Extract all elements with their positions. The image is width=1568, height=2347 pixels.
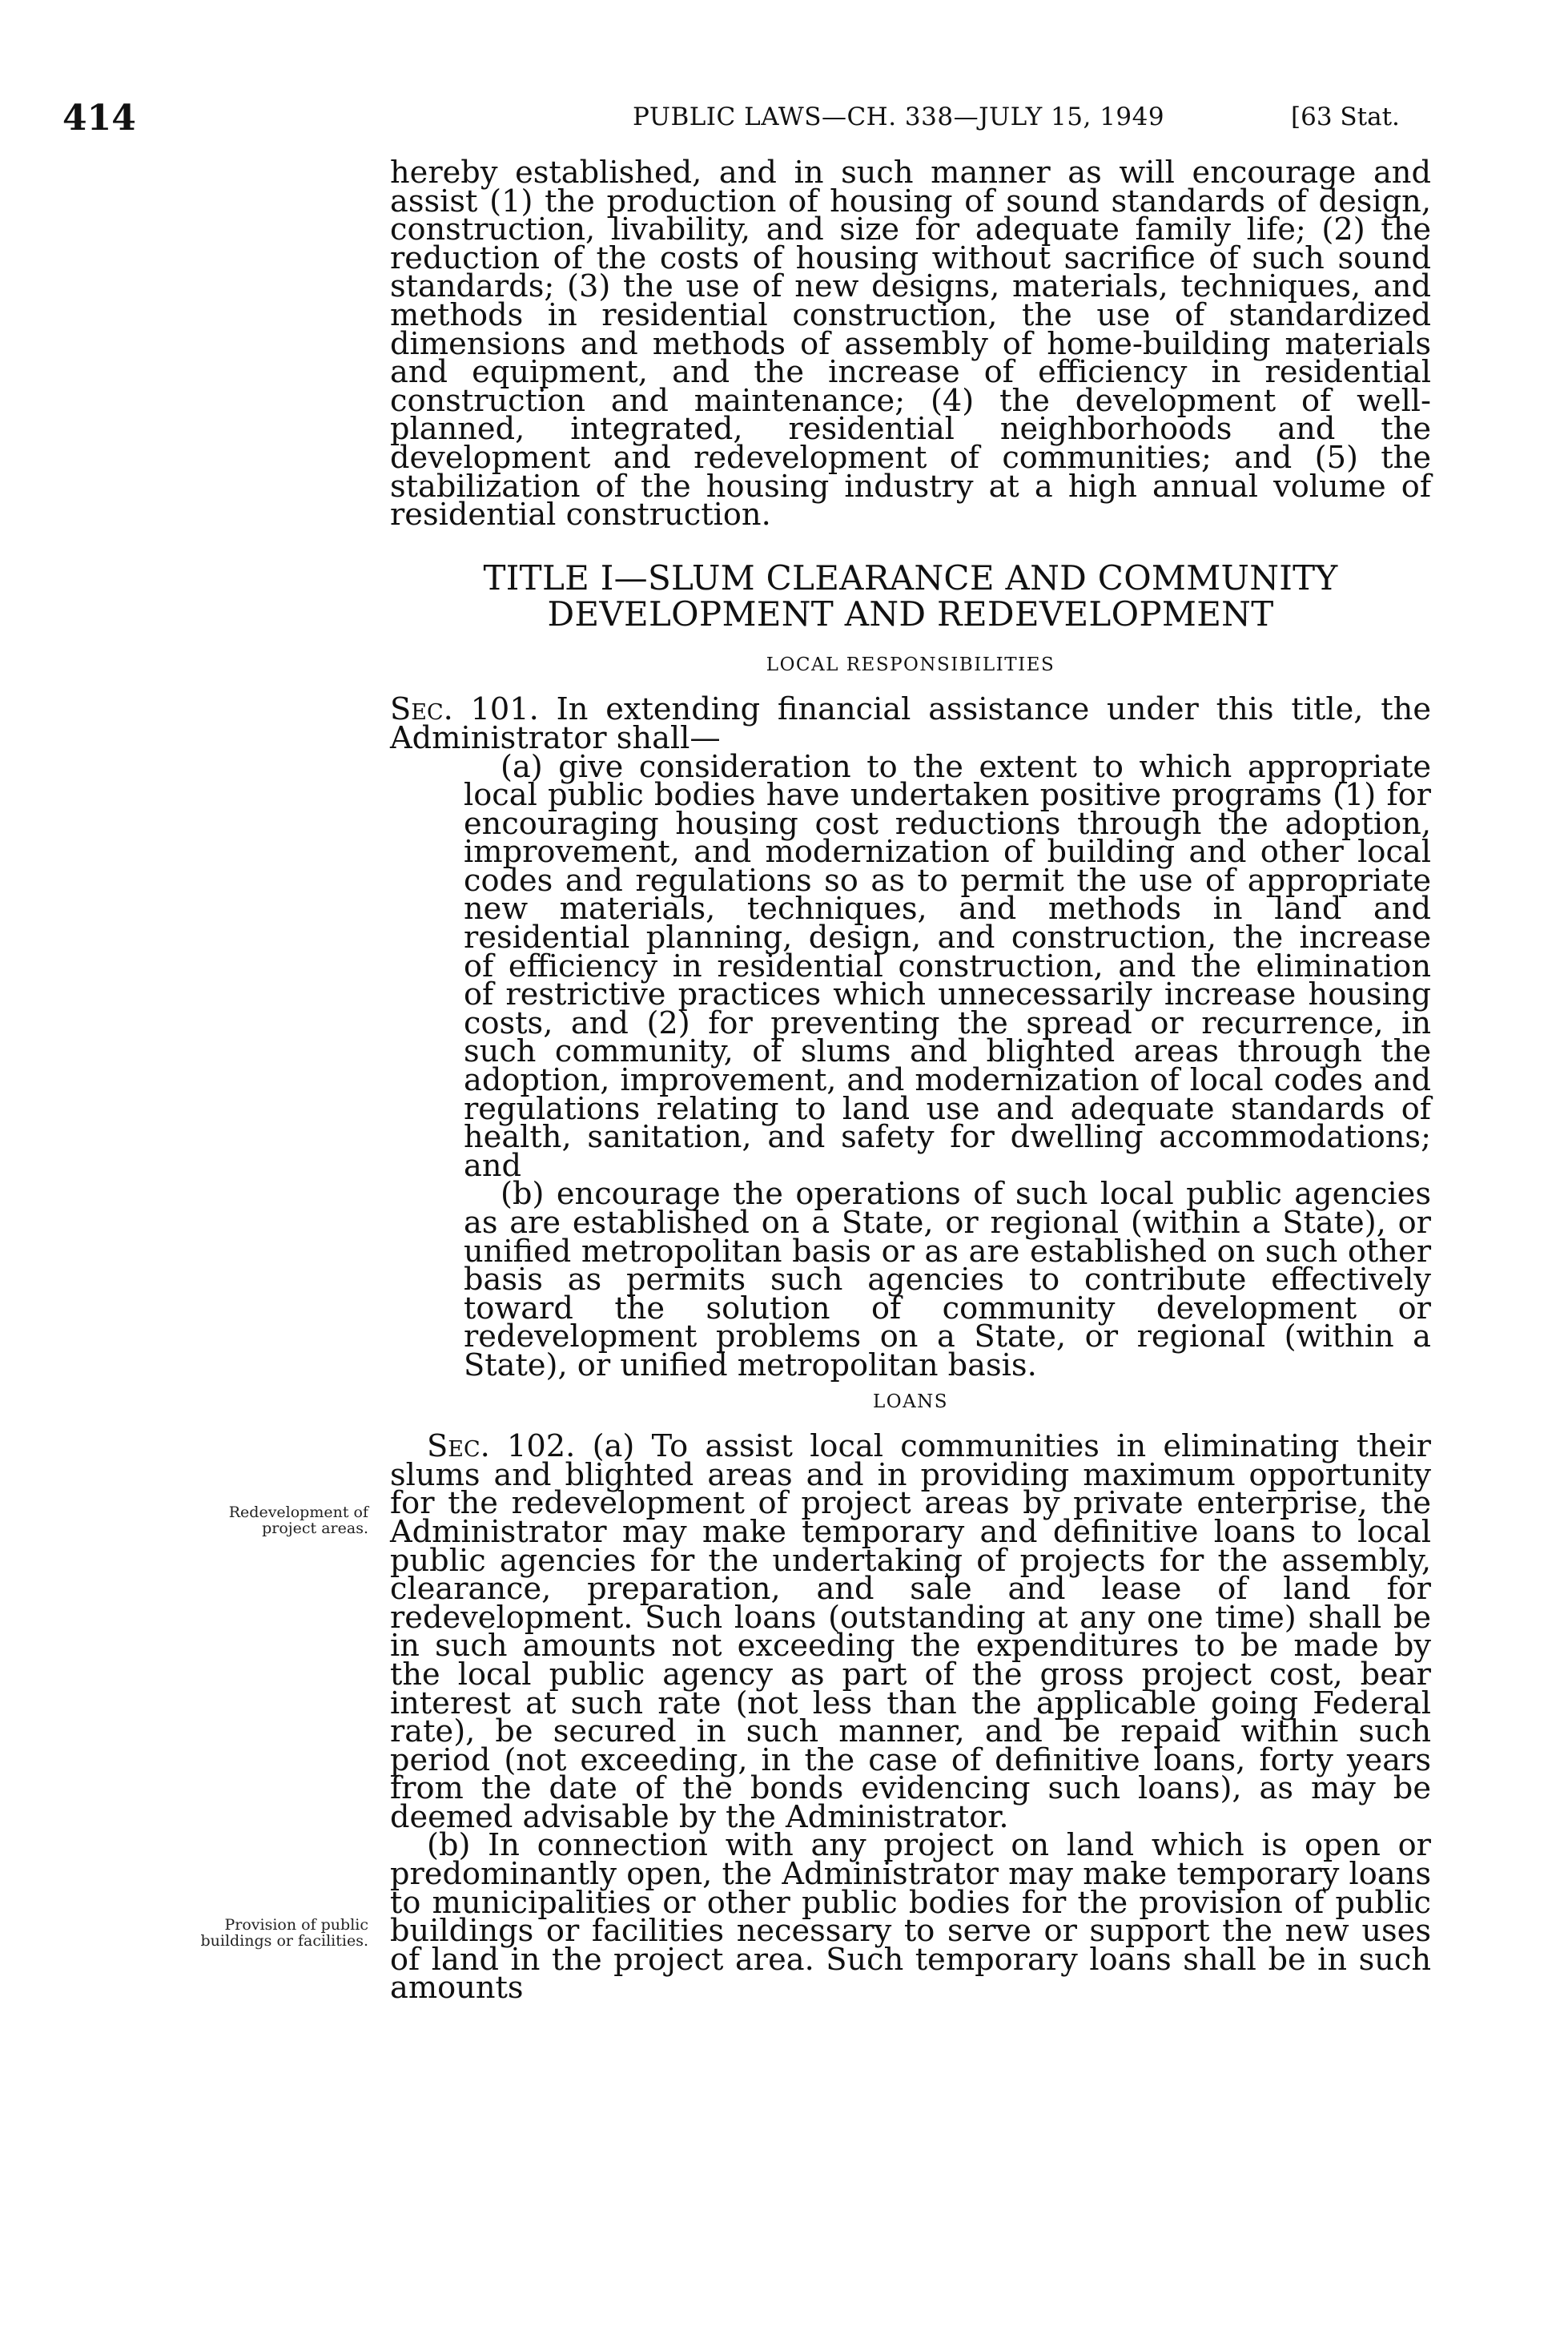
section-102-para-a-text: (a) To assist local communities in eliminating their slums and blighted areas and in providing maximum opportunity for the redevelopment of project areas by private enterprise, the Administrator may make temporary and definitive loans to local public agencies for the undertaking of projects for the assembly, clearance, preparation, and sale and lease of land for redevelopment. Such loans (outstanding at any one time) shall be in such amounts not exceeding the expenditures to be made by the local public agency as part of the gross project cost, bear interest at such rate (not less than the applicable going Federal rate), be secured in such manner, and be repaid within such period (not exceeding, in the case of definitive loans, forty years from the date of the bonds evidencing such loans), as may be deemed advisable by the Administrator. <box>390 1428 1431 1835</box>
section-101-intro-text: In extending financial assistance under this title, the Administrator shall— <box>390 691 1431 756</box>
section-102-para-a <box>390 1428 1431 1835</box>
section-102-heading: LOANS <box>872 1391 949 1412</box>
section-101-heading: LOCAL RESPONSIBILITIES <box>766 654 1055 675</box>
running-head: PUBLIC LAWS—CH. 338—JULY 15, 1949 <box>633 103 1165 131</box>
margin-note-public-buildings: Provision of public buildings or facilities. <box>200 1916 368 1950</box>
section-101-label: Sec. 101. <box>390 691 539 728</box>
statute-reference: [63 Stat. <box>1291 103 1400 131</box>
section-101-intro <box>390 691 1431 756</box>
section-102-label: Sec. 102. <box>427 1428 576 1465</box>
section-101-para-a: (a) give consideration to the extent to which appropriate local public bodies have undertaken positive programs (1) for encouraging housing cost reductions through the adoption, improvement, and modernization of building and other local codes and regulations so as to permit the use of appropriate new materials, techniques, and methods in land and residential planning, design, and construction, the increase of efficiency in residential construction, and the elimination of restrictive practices which unnecessarily increase housing costs, and (2) for preventing the spread or recurrence, in such community, of slums and blighted areas through the adoption, improvement, and modernization of local codes and regulations relating to land use and adequate standards of health, sanitation, and safety for dwelling accommodations; and <box>464 748 1431 1184</box>
title-heading <box>390 560 1431 632</box>
body-column <box>390 155 1431 2007</box>
section-102-para-b: (b) In connection with any project on land which is open or predominantly open, the Administrator may make temporary loans to municipalities or other public bodies for the provision of public buildings or facilities necessary to serve or support the new uses of land in the project area. Such temporary loans shall be in such amounts <box>390 1827 1431 2007</box>
page-number: 414 <box>62 98 136 139</box>
title-line-2: DEVELOPMENT AND REDEVELOPMENT <box>547 594 1274 634</box>
title-line-1: TITLE I—SLUM CLEARANCE AND COMMUNITY <box>483 558 1338 598</box>
section-101-para-b: (b) encourage the operations of such local public agencies as are established on a State, or regional (within a State), or unified metropolitan basis or as are established on such other basis as permits such agencies to contribute effectively toward the solution of community development or redevelopment problems on a State, or regional (within a State), or unified metropolitan basis. <box>464 1176 1431 1383</box>
intro-paragraph: hereby established, and in such manner as will encourage and assist (1) the production of housing of sound standards of design, construction, livability, and size for adequate family life; (2) the reduction of the costs of housing without sacrifice of such sound standards; (3) the use of new designs, materials, techniques, and methods in residential construction, the use of standardized dimensions and methods of assembly of home-building materials and equipment, and the increase of efficiency in residential construction and maintenance; (4) the development of well-planned, integrated, residential neighborhoods and the development and redevelopment of communities; and (5) the stabilization of the housing industry at a high annual volume of residential construction. <box>390 155 1431 533</box>
margin-note-redevelopment: Redevelopment of project areas. <box>228 1504 368 1537</box>
